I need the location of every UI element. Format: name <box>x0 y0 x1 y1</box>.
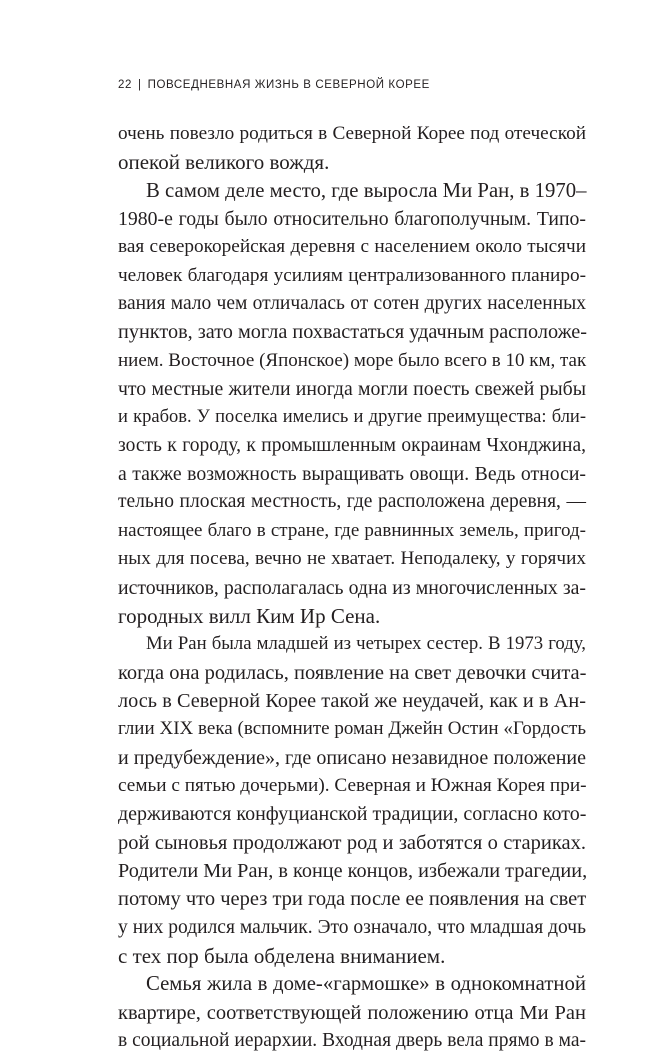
text-line: когда она родилась, появление на свет девочки счита- <box>118 661 587 684</box>
text-line: а также возможность выращивать овощи. Ведь относи- <box>118 463 586 486</box>
book-title: ПОВСЕДНЕВНАЯ ЖИЗНЬ В СЕВЕРНОЙ КОРЕЕ <box>147 79 430 91</box>
text-line: семьи с пятью дочерьми). Северная и Южная Корея при- <box>118 774 587 796</box>
text-line: с тех пор была обделена вниманием. <box>118 943 446 968</box>
text-line: вая северокорейская деревня с населением около тысячи <box>118 236 586 258</box>
text-line: глии XIX века (вспомните роман Джейн Остин «Гордость <box>118 718 586 740</box>
text-line: очень повезло родиться в Северной Корее под отеческой <box>118 123 586 144</box>
text-line: ных для посева, вечно не хватает. Неподалеку, у горячих <box>118 548 586 570</box>
text-line: рой сыновья продолжают род и заботятся о стариках. <box>118 831 586 854</box>
text-line: тельно плоская местность, где расположена деревня, — <box>118 491 586 513</box>
page-number: 22 <box>118 79 132 91</box>
text-line: пунктов, зато могла похвастаться удачным расположе- <box>118 321 588 344</box>
text-line: Семья жила в доме-«гармошке» в однокомнатной <box>146 973 586 996</box>
text-line: в социальной иерархии. Входная дверь вела прямо в ма- <box>118 1030 586 1051</box>
text-line: у них родился мальчик. Это означало, что младшая дочь <box>118 916 586 938</box>
text-line: Ми Ран была младшей из четырех сестер. В 1973 году, <box>146 633 586 655</box>
text-line: потому что через три года после ее появления на свет <box>118 888 587 911</box>
text-line: что местные жители иногда могли поесть свежей рыбы <box>118 378 586 401</box>
body-text <box>118 120 586 1055</box>
text-line: 1980-е годы было относительно благополучным. Типо- <box>118 208 586 231</box>
text-line: человек благодаря усилиям централизованного планиро- <box>118 264 586 286</box>
text-line: источников, располагалась одна из многочисленных за- <box>118 576 586 599</box>
running-head <box>118 79 430 91</box>
text-line: зость к городу, к промышленным окраинам Чхонджина, <box>118 434 586 456</box>
text-line: городных вилл Ким Ир Сена. <box>118 603 381 628</box>
text-line: опекой великого вождя. <box>118 150 330 175</box>
text-line: и крабов. У поселка имелись и другие преимущества: бли- <box>118 407 586 428</box>
text-line: нием. Восточное (Японское) море было всего в 10 км, так <box>118 349 587 371</box>
header-separator: | <box>138 79 142 91</box>
text-line: Родители Ми Ран, в конце концов, избежали трагедии, <box>118 859 588 882</box>
text-line: и предубеждение», где описано незавидное положение <box>118 746 586 769</box>
text-line: лось в Северной Корее такой же неудачей, как и в Ан- <box>118 689 586 712</box>
text-line: вания мало чем отличалась от сотен других населенных <box>118 293 586 315</box>
text-line: квартире, соответствующей положению отца Ми Ран <box>118 1001 586 1024</box>
text-line: В самом деле место, где выросла Ми Ран, в 1970– <box>146 179 587 202</box>
text-line: настоящее благо в стране, где равнинных земель, пригод- <box>118 519 586 541</box>
text-line: держиваются конфуцианской традиции, согласно кото- <box>118 803 587 826</box>
